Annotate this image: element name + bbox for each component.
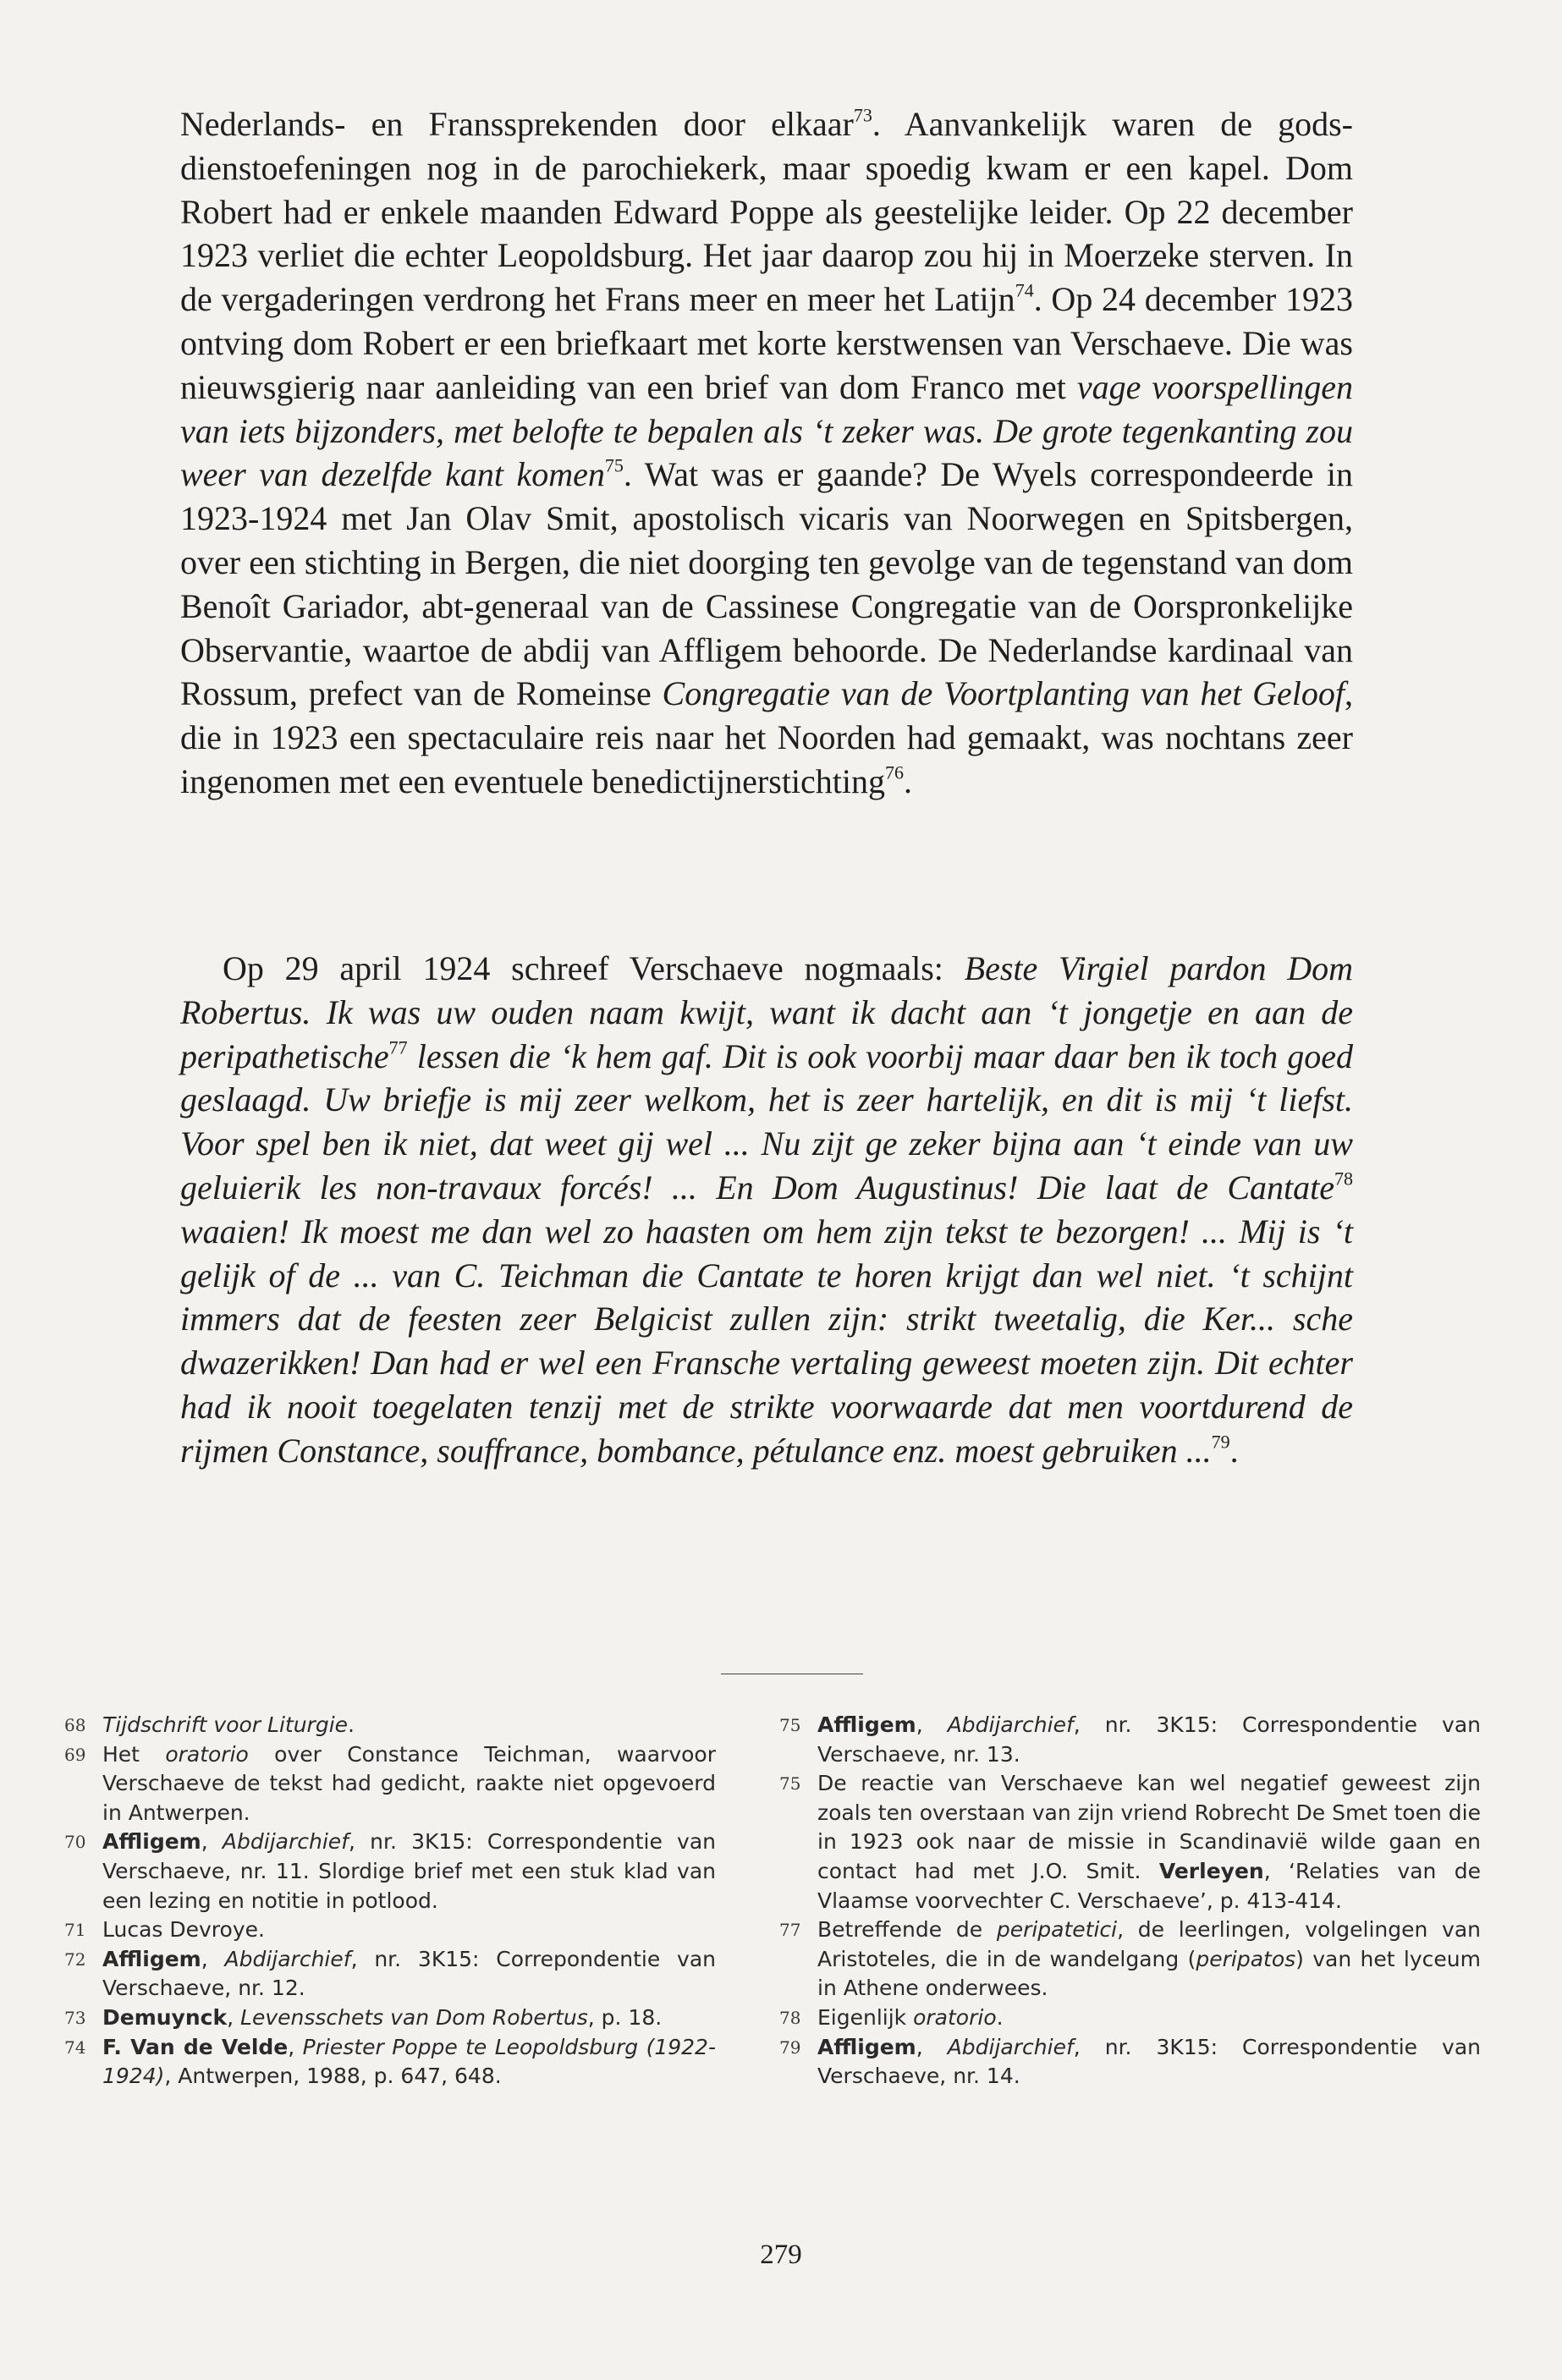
- footnote: [64, 1916, 716, 1945]
- footnote-text: Abdijarchief: [222, 1829, 349, 1855]
- footnote-ref-77[interactable]: 77: [388, 1036, 408, 1058]
- footnote: [64, 2003, 716, 2033]
- footnote-ref-73[interactable]: 73: [853, 104, 872, 126]
- footnote: [779, 1711, 1481, 1769]
- footnote: [64, 1740, 716, 1828]
- footnote-text: peripatetici: [996, 1917, 1118, 1943]
- footnote: [64, 1711, 716, 1740]
- footnote-text: Abdijarchief: [224, 1946, 351, 1971]
- footnote-ref-79[interactable]: 79: [1211, 1431, 1230, 1453]
- footnote: [779, 2033, 1481, 2091]
- footnote-text: ,: [916, 1712, 948, 1737]
- footnote-text: Affligem: [102, 1946, 201, 1971]
- footnote-number: 78: [779, 2007, 801, 2028]
- text-run: . Wat was er gaande? De Wyels correspondeerde in 1923-1924 met Jan Olav Smit, apostolisch vicaris van Noorwegen en Spitsbergen, over een stichting in Bergen, die niet doorging ten gevolge van de tegenstand van dom Benoît Gariador, abt-generaal van de Cassinese Congregatie van de Oorspronkelijke Observantie, waartoe de abdij van Affligem behoorde. De Nederlandse kardinaal van Rossum, prefect van de Romeinse: [180, 455, 1354, 713]
- footnote-ref-76[interactable]: 76: [885, 761, 905, 783]
- footnote-text: , Antwerpen, 1988, p. 647, 648.: [164, 2064, 502, 2089]
- footnote-text: peripatos: [1196, 1946, 1296, 1971]
- footnote-number: 75: [779, 1773, 801, 1795]
- footnote-text: Levensschets van Dom Robertus: [240, 2004, 588, 2030]
- footnote: [779, 1769, 1481, 1916]
- footnote-text: Tijdschrift voor Liturgie: [102, 1712, 349, 1737]
- footnote-text: ,: [288, 2034, 303, 2059]
- body-paragraph-2: [180, 947, 1353, 1473]
- footnote-text: , nr. 3K15: Correspondentie van Verschaeve, nr. 11. Slordige brief met een stuk klad van een lezing en notitie in potlood.: [102, 1829, 716, 1913]
- footnote-ref-74[interactable]: 74: [1015, 279, 1034, 301]
- footnote-text: ) van het lyceum in Athene onderwees.: [817, 1946, 1481, 2001]
- footnote-text: De reactie van Verschaeve kan wel negatief geweest zijn zoals ten overstaan van zijn vriend Robrecht De Smet toen die in 1923 ook naar de missie in Scandinavië wilde gaan en contact had met J.O. Smit.: [817, 1771, 1481, 1883]
- footnote-text: Demuynck: [102, 2004, 228, 2030]
- footnote-text: .: [996, 2004, 1004, 2030]
- footnote-text: ,: [916, 2034, 948, 2059]
- footnote: [64, 1945, 716, 2003]
- footnote-text: , de leerlingen, volgelingen van Aristoteles, die in de wandelgang (: [817, 1917, 1482, 1971]
- italic-title: Congregatie van de Voortplanting van het Geloof: [662, 674, 1345, 713]
- footnote-text: Het: [102, 1741, 166, 1767]
- footnote: [779, 1916, 1481, 2003]
- text-run: .: [904, 761, 913, 800]
- footnote-text: Verleyen: [1158, 1858, 1264, 1883]
- footnote-text: , nr. 3K15: Correpondentie van Verschaeve, nr. 12.: [102, 1946, 716, 2001]
- text-run: Op 29 april 1924 schreef Verschaeve nogmaals:: [223, 949, 965, 987]
- footnote-text: Affligem: [102, 1829, 201, 1855]
- footnote-text: oratorio: [165, 1741, 249, 1767]
- footnote-text: Abdijarchief: [947, 1712, 1074, 1737]
- footnote-text: ,: [201, 1946, 225, 1971]
- footnote-text: Abdijarchief: [947, 2034, 1074, 2059]
- text-run: .: [1229, 1431, 1239, 1470]
- footnote-text: Betreffende de: [817, 1917, 997, 1943]
- text-run: . Aanvankelijk waren de godsdienstoefeningen nog in de parochiekerk, maar spoedig kwam er een kapel. Dom Robert had er enkele maanden Edward Poppe als geestelijke leider. Op 22 december 1923 verliet die echter Leopoldsburg. Het jaar daarop zou hij in Moerzeke sterven. In de vergaderingen verdrong het Frans meer en meer het Latijn: [180, 105, 1353, 319]
- footnote-text: ,: [201, 1829, 223, 1855]
- text-run: . Op 24 december 1923 ontving dom Robert er een briefkaart met korte kerstwensen van Verschaeve. Die was nieuwsgierig naar aanleiding van een brief van dom Franco met: [180, 280, 1353, 406]
- footnote-text: Eigenlijk: [817, 2004, 914, 2030]
- footnote-text: ,: [227, 2004, 241, 2030]
- footnote-number: 77: [779, 1920, 801, 1941]
- footnote-text: .: [348, 1712, 355, 1737]
- footnote-text: oratorio: [913, 2004, 997, 2030]
- footnote-number: 73: [64, 2007, 86, 2028]
- footnote-ref-78[interactable]: 78: [1334, 1168, 1353, 1190]
- footnote-number: 75: [779, 1715, 801, 1735]
- italic-quote: lessen die ‘k hem gaf. Dit is ook voorbij maar daar ben ik toch goed geslaagd. Uw briefje is mij zeer welkom, het is zeer hartelijk, en dit is mij ‘t liefst. Voor spel ben ik niet, dat weet gij wel ... Nu zijt ge zeker bijna aan ‘t einde van uw geluierik les non-travaux forcés! ... En Dom Augustinus! Die laat de Cantate: [180, 1036, 1353, 1206]
- footnote-number: 71: [64, 1920, 86, 1941]
- footnote-text: , nr. 3K15: Correspondentie van Verschaeve, nr. 13.: [817, 1712, 1481, 1767]
- footnote-text: F. Van de Velde: [102, 2034, 289, 2059]
- footnote-number: 72: [64, 1949, 86, 1970]
- footnote-number: 69: [64, 1744, 86, 1765]
- italic-quote: waaien! Ik moest me dan wel zo haasten om hem zijn tekst te bezorgen! ... Mij is ‘t gelijk of de ... van C. Teichman die Cantate te horen krijgt dan wel niet. ‘t schijnt immers dat de feesten zeer Belgicist zullen zijn: strikt tweetalig, die Ker... sche dwazerikken! Dan had er wel een Fransche vertaling geweest moeten zijn. Dit echter had ik nooit toegelaten tenzij met de strikte voorwaarde dat men voortdurend de rijmen Constance, souffrance, bombance, pétulance enz. moest gebruiken ...: [180, 1212, 1353, 1470]
- footnote-text: Affligem: [817, 2034, 916, 2059]
- footnote-number: 79: [779, 2036, 801, 2058]
- page-number: 279: [760, 2240, 802, 2270]
- footnote-number: 70: [64, 1832, 86, 1853]
- footnote-number: 74: [64, 2036, 86, 2058]
- footnote-text: Affligem: [817, 1712, 916, 1737]
- italic-quote: Beste Virgiel pardon Dom Robertus. Ik was uw ouden naam kwijt, want ik dacht aan ‘t jongetje en aan de peripathetische: [180, 949, 1353, 1075]
- footnotes-left-column: [64, 1711, 716, 2091]
- text-run: Nederlands- en Franssprekenden door elkaar: [180, 105, 854, 143]
- footnote-number: 68: [64, 1715, 86, 1735]
- footnote-text: , p. 18.: [587, 2004, 663, 2030]
- footnote-text: , ‘Relaties van de Vlaamse voorvechter C. Verschaeve’, p. 413-414.: [817, 1858, 1481, 1913]
- footnote-ref-75[interactable]: 75: [604, 454, 624, 476]
- italic-quote: vage voorspellingen van iets bijzonders, met belofte te bepalen als ‘t zeker was. De grote tegenkanting zou weer van dezelfde kant komen: [180, 367, 1353, 494]
- footnote-text: Lucas Devroye.: [102, 1917, 265, 1943]
- footnote: [64, 2033, 716, 2091]
- body-paragraph-1: [180, 102, 1353, 804]
- footnote: [779, 2003, 1481, 2033]
- footnote-text: , nr. 3K15: Correspondentie van Verschaeve, nr. 14.: [817, 2034, 1481, 2089]
- footnote-text: over Constance Teichman, waarvoor Verschaeve de tekst had gedicht, raakte niet opgevoerd in Antwerpen.: [102, 1741, 716, 1825]
- footnote-text: Priester Poppe te Leopoldsburg (1922-1924): [102, 2034, 716, 2089]
- footnote: [64, 1828, 716, 1916]
- footnotes-right-column: [779, 1711, 1481, 2091]
- text-run: , die in 1923 een spectaculaire reis naar het Noorden had gemaakt, was nochtans zeer ingenomen met een eventuele benedictijnerstichting: [180, 674, 1353, 800]
